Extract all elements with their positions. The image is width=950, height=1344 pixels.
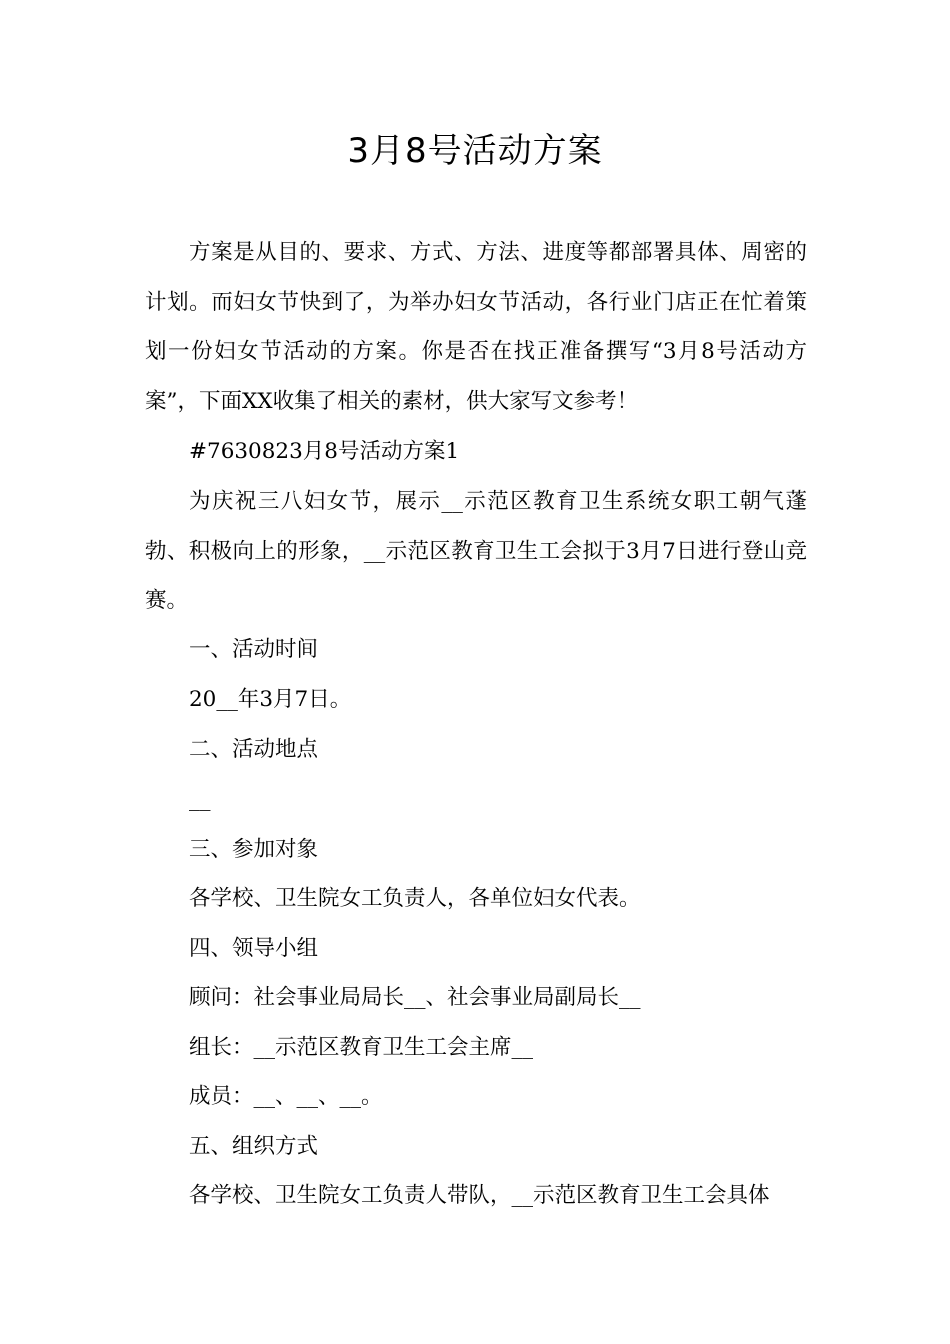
activity-time-text: 20__年3月7日。 [189,687,352,712]
participants-text: 各学校、卫生院女工负责人，各单位妇女代表。 [189,886,641,911]
purpose-paragraph: 为庆祝三八妇女节，展示__示范区教育卫生系统女职工朝气蓬勃、积极向上的形象，__示范区教育卫生工会拟于3月7日进行登山竞赛。 [145,489,807,614]
heading-participants: 三、参加对象 [189,837,319,862]
intro-paragraph-block [145,228,807,426]
document-title: 3月8号活动方案 [347,131,603,171]
heading-activity-place: 二、活动地点 [189,737,319,762]
section-heading: #7630823月8号活动方案1 [189,439,460,464]
heading-leadership-group: 四、领导小组 [189,936,319,961]
intro-paragraph: 方案是从目的、要求、方式、方法、进度等都部署具体、周密的计划。而妇女节快到了，为举办妇女节活动，各行业门店正在忙着策划一份妇女节活动的方案。你是否在找正准备撰写“3月8号活动方案”，下面XX收集了相关的素材，供大家写文参考！ [145,240,807,414]
members-text: 成员：__、__、__。 [189,1084,383,1109]
heading-activity-time: 一、活动时间 [189,637,319,662]
organization-text: 各学校、卫生院女工负责人带队，__示范区教育卫生工会具体 [189,1183,770,1208]
section-heading-block [145,427,807,477]
leader-text: 组长：__示范区教育卫生工会主席__ [189,1035,534,1060]
heading-organization: 五、组织方式 [189,1134,319,1159]
purpose-paragraph-block [145,477,807,626]
advisor-text: 顾问：社会事业局局长__、社会事业局副局长__ [189,985,641,1010]
activity-place-text: __ [189,787,211,812]
